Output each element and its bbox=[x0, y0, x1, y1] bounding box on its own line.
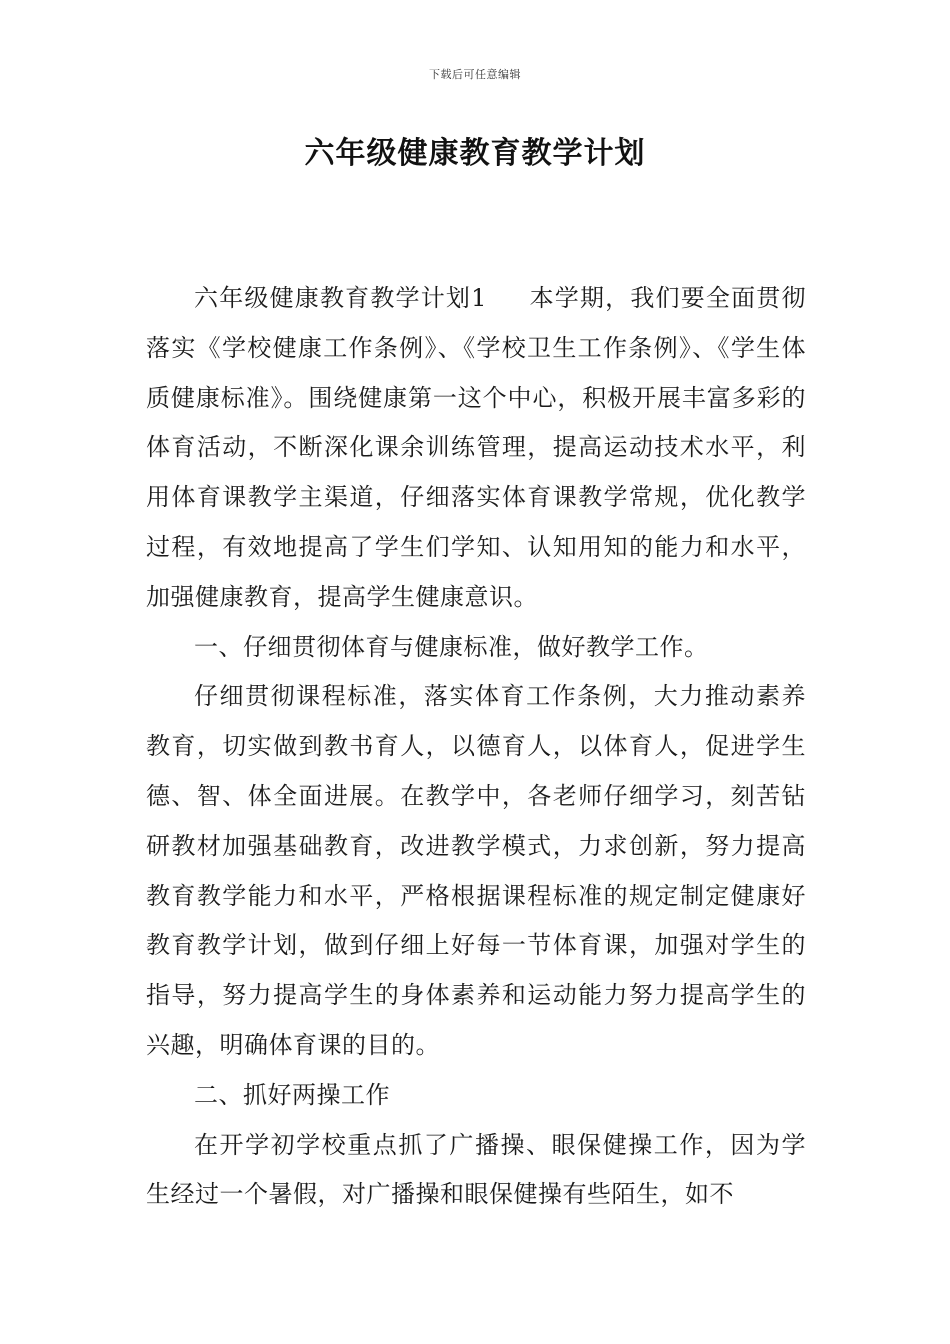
section-heading-1: 一、仔细贯彻体育与健康标准，做好教学工作。 bbox=[194, 632, 709, 661]
paragraph-3: 在开学初学校重点抓了广播操、眼保健操工作，因为学生经过一个暑假，对广播操和眼保健操有些陌生，如不 bbox=[146, 1130, 806, 1209]
paragraph-2: 仔细贯彻课程标准，落实体育工作条例，大力推动素养教育，切实做到教书育人，以德育人，以体育人，促进学生德、智、体全面进展。在教学中，各老师仔细学习，刻苦钻研教材加强基础教育，改进教学模式，力求创新，努力提高教育教学能力和水平，严格根据课程标准的规定制定健康好教育教学计划，做到仔细上好每一节体育课，加强对学生的指导，努力提高学生的身体素养和运动能力努力提高学生的兴趣，明确体育课的目的。 bbox=[146, 682, 806, 1059]
document-body bbox=[146, 274, 806, 1220]
paragraph-intro bbox=[146, 274, 806, 623]
section-heading-2: 二、抓好两操工作 bbox=[194, 1080, 390, 1109]
intro-label: 六年级健康教育教学计划1 bbox=[194, 284, 487, 312]
document-title: 六年级健康教育教学计划 bbox=[304, 136, 646, 171]
paragraph-1-text: 本学期，我们要全面贯彻落实《学校健康工作条例》、《学校卫生工作条例》、《学生体质健康标准》。围绕健康第一这个中心，积极开展丰富多彩的体育活动，不断深化课余训练管理，提高运动技术水平，利用体育课教学主渠道，仔细落实体育课教学常规，优化教学过程，有效地提高了学生们学知、认知用知的能力和水平，加强健康教育，提高学生健康意识。 bbox=[146, 284, 806, 611]
header-note: 下载后可任意编辑 bbox=[429, 68, 521, 81]
